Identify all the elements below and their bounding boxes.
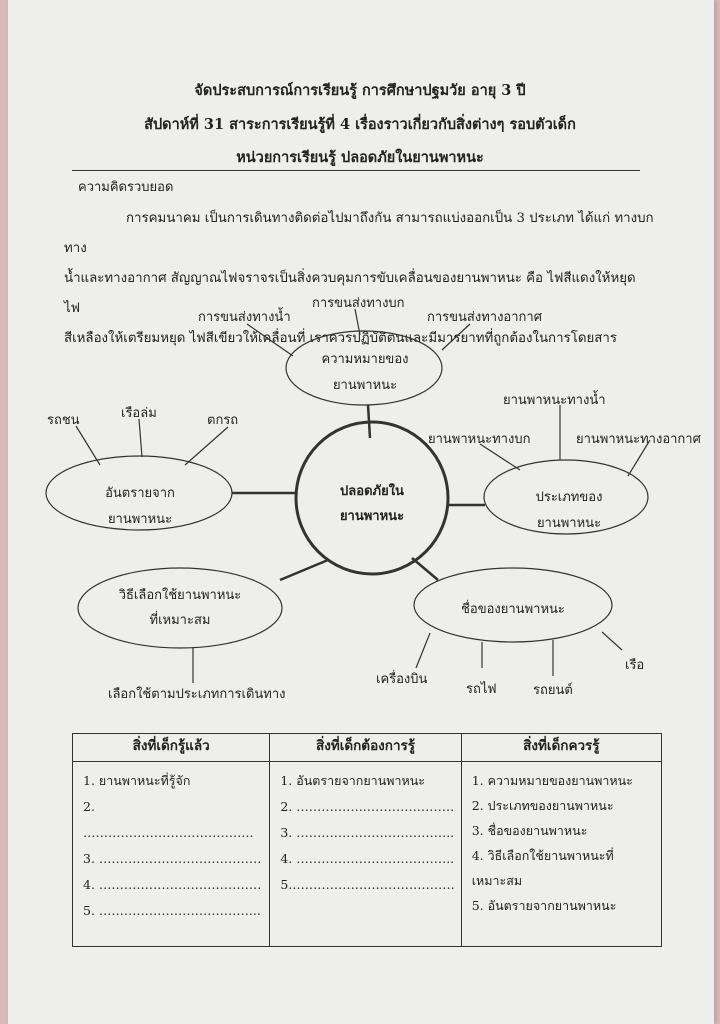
choose-label-1: วิธีเลือกใช้ยานพาหนะ <box>118 588 242 603</box>
types-label-2: ยานพาหนะ <box>536 516 602 531</box>
types-label-1: ประเภทของ <box>535 490 603 505</box>
names-leaf-car: รถยนต์ <box>533 683 573 698</box>
list-item: 3. ………………………………… <box>83 851 262 866</box>
types-leaf-land: ยานพาหนะทางบก <box>428 432 531 447</box>
meaning-leaf-water: การขนส่งทางน้ำ <box>198 310 291 325</box>
list-item: 2. …………….…………………. <box>280 799 455 814</box>
list-item: 1. ยานพาหนะที่รู้จัก <box>83 773 191 788</box>
col-header-want: สิ่งที่เด็กต้องการรู้ <box>270 734 461 762</box>
col-header-known: สิ่งที่เด็กรู้แล้ว <box>73 734 270 762</box>
meaning-leaf-land: การขนส่งทางบก <box>312 296 405 311</box>
names-leaf-plane: เครื่องบิน <box>376 672 428 687</box>
list-item: 2. ประเภทของยานพาหนะ <box>471 798 614 813</box>
names-leaf-train: รถไฟ <box>466 682 497 697</box>
danger-label-1: อันตรายจาก <box>105 486 175 501</box>
leaf-line-water <box>247 324 293 356</box>
list-item: 1. อันตรายจากยานพาหนะ <box>280 773 425 788</box>
col-known <box>73 762 270 947</box>
danger-leaf-fall: ตกรถ <box>207 413 239 428</box>
connector-choose <box>280 560 328 580</box>
list-item: 3. ……………………………….. <box>280 825 455 840</box>
col-header-should: สิ่งที่เด็กควรรู้ <box>461 734 661 762</box>
names-label: ชื่อของยานพาหนะ <box>461 602 565 617</box>
col-should <box>461 762 661 947</box>
col-want <box>270 762 461 947</box>
doc-title-line1: จัดประสบการณ์การเรียนรู้ การศึกษาปฐมวัย อายุ 3 ปี <box>194 82 526 99</box>
list-item: 5.………………………………… <box>280 877 455 892</box>
choose-label-2: ที่เหมาะสม <box>149 613 211 628</box>
leaf-line-fall <box>185 427 228 465</box>
concept-line-3: สีเหลืองให้เตรียมหยุด ไฟสีเขียวให้เคลื่อนที่ เราควรปฏิบัติตนและมีมารยาทที่ถูกต้องในการโดยสาร <box>64 331 617 346</box>
choose-leaf: เลือกใช้ตามประเภทการเดินทาง <box>108 687 286 702</box>
danger-leaf-crash: รถชน <box>47 413 80 428</box>
table-body-row <box>73 762 662 947</box>
list-item: 4. วิธีเลือกใช้ยานพาหนะที่ <box>471 848 614 863</box>
leaf-line-crash <box>76 426 100 465</box>
table-header-row <box>73 734 662 762</box>
concept-heading: ความคิดรวบยอด <box>78 180 174 195</box>
names-leaf-ship: เรือ <box>625 658 645 673</box>
leaf-line-plane <box>416 633 430 668</box>
meaning-label-1: ความหมายของ <box>321 352 409 367</box>
leaf-line-air <box>442 324 470 350</box>
list-item: 4. ………………………………… <box>83 877 262 892</box>
doc-title-line3: หน่วยการเรียนรู้ ปลอดภัยในยานพาหนะ <box>236 149 484 166</box>
node-choose <box>78 568 282 648</box>
leaf-line-boat <box>139 419 142 457</box>
list-item: 4. ……………………………….. <box>280 851 455 866</box>
danger-label-2: ยานพาหนะ <box>107 512 173 527</box>
concept-line-1: การคมนาคม เป็นการเดินทางติดต่อไปมาถึงกัน สามารถแบ่งออกเป็น 3 ประเภท ได้แก่ ทางบก ทาง <box>64 211 654 256</box>
list-item: 3. ชื่อของยานพาหนะ <box>471 823 588 838</box>
concept-line-2: น้ำและทางอากาศ สัญญาณไฟจราจรเป็นสิ่งควบคุมการขับเคลื่อนของยานพาหนะ คือ ไฟสีแดงให้หยุด ไฟ <box>64 271 636 316</box>
meaning-label-2: ยานพาหนะ <box>332 378 398 393</box>
list-item: เหมาะสม <box>471 873 523 888</box>
center-label-2: ยานพาหนะ <box>339 509 405 524</box>
doc-title-line2: สัปดาห์ที่ 31 สาระการเรียนรู้ที่ 4 เรื่องราวเกี่ยวกับสิ่งต่างๆ รอบตัวเด็ก <box>144 116 576 133</box>
types-leaf-air: ยานพาหนะทางอากาศ <box>576 432 701 447</box>
list-item: 5. ………………………………... <box>83 903 261 918</box>
leaf-line-ship <box>602 632 622 650</box>
types-leaf-water: ยานพาหนะทางน้ำ <box>503 393 606 408</box>
kwl-table <box>72 733 662 947</box>
list-item: 1. ความหมายของยานพาหนะ <box>471 773 633 788</box>
meaning-leaf-air: การขนส่งทางอากาศ <box>427 310 542 325</box>
list-item: 2. ………………………………….. <box>83 799 254 840</box>
danger-leaf-boat: เรือล่ม <box>121 406 157 421</box>
center-label-1: ปลอดภัยใน <box>340 484 404 499</box>
list-item: 5. อันตรายจากยานพาหนะ <box>471 898 617 913</box>
